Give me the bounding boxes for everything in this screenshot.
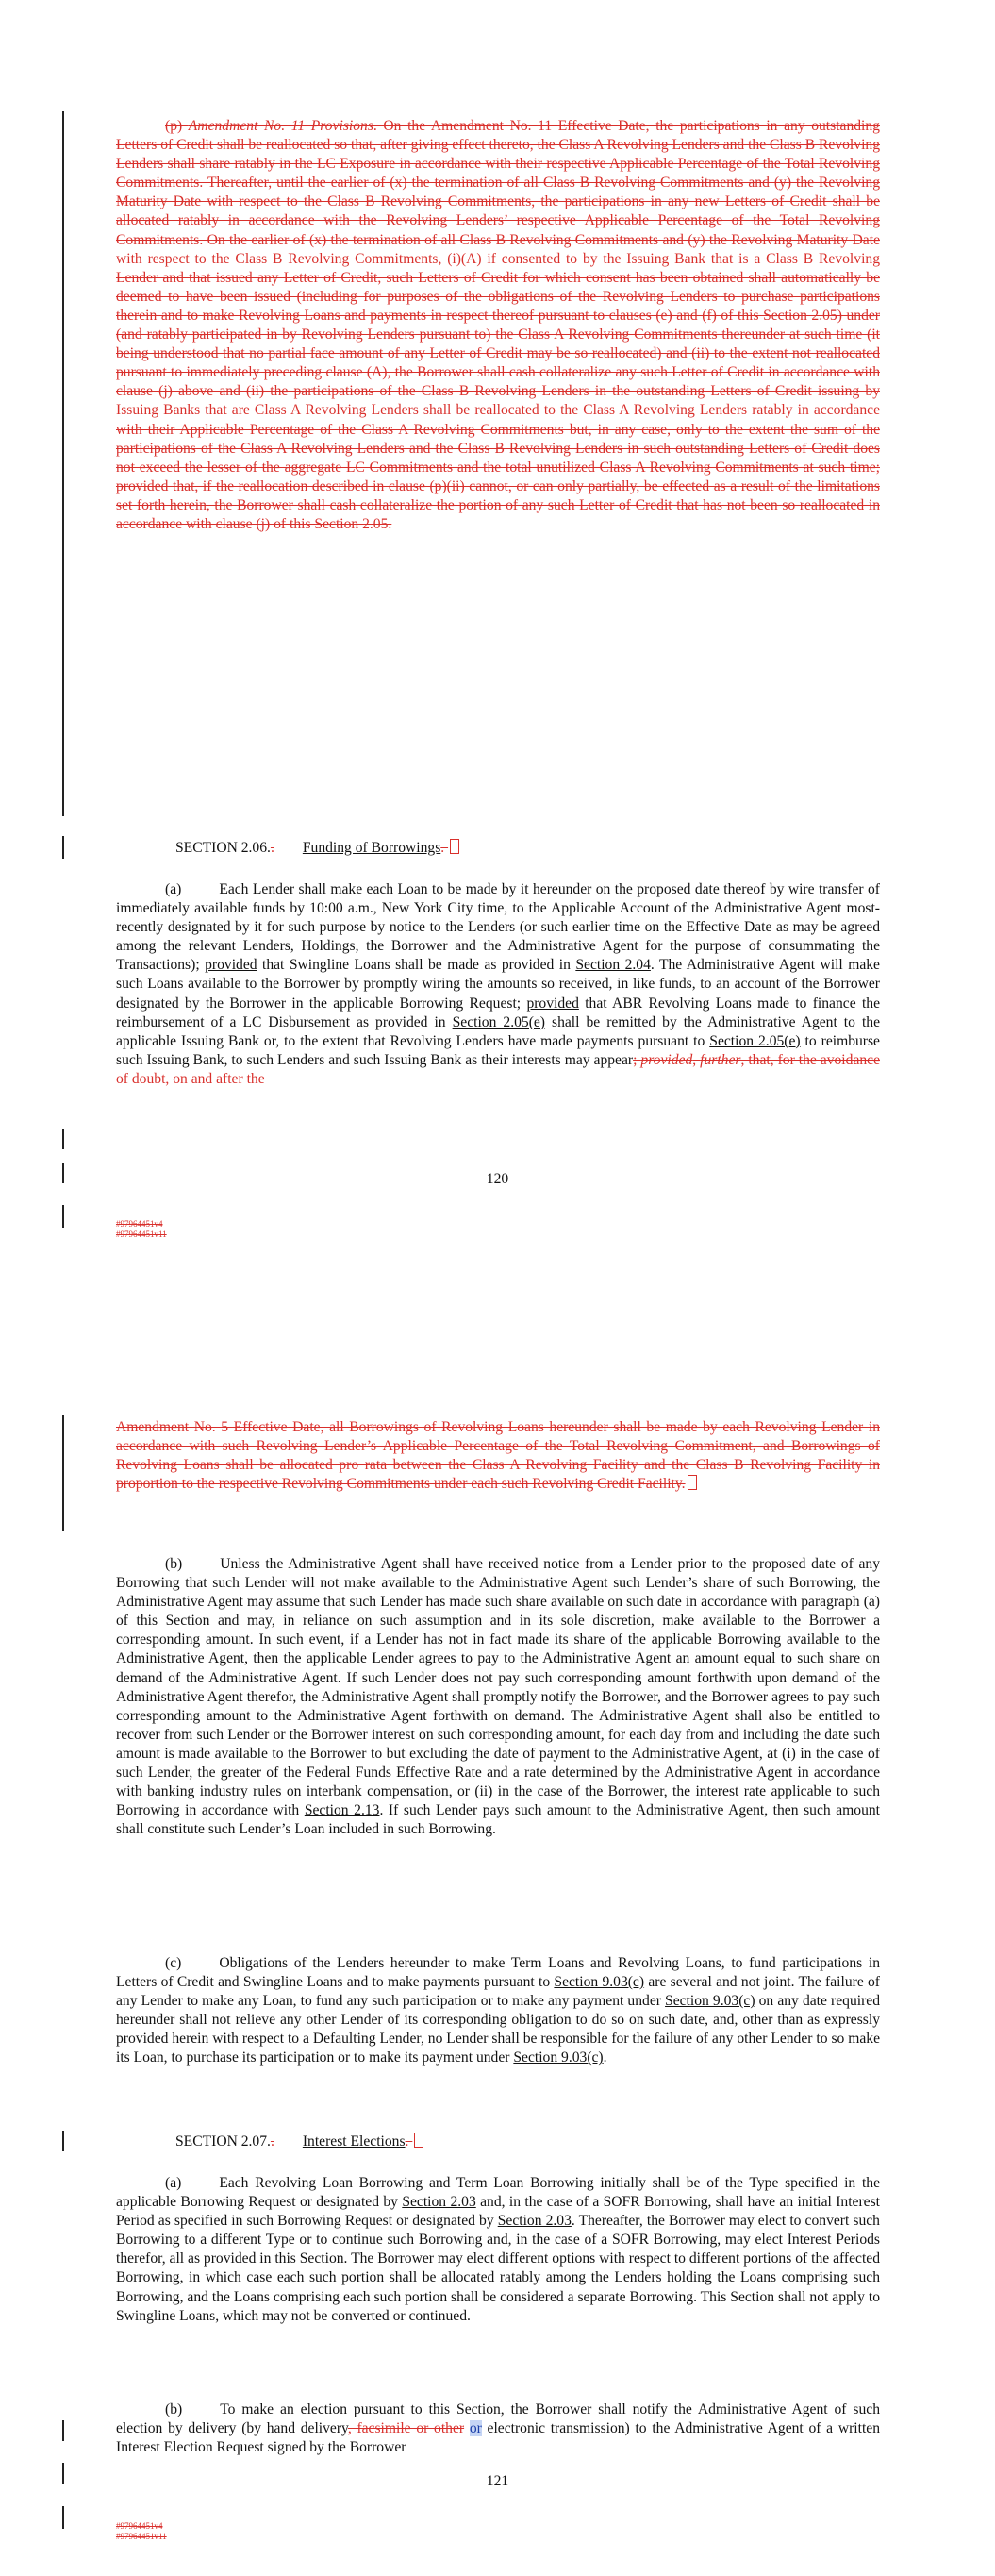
text: electronic transmission) to the Administrative Agent of a written Interest Election Request signed by the Borrower	[116, 2420, 880, 2456]
deleted-text: .	[440, 840, 449, 856]
text: shall be remitted by the Administrative Agent to the applicable Issuing Bank or, to the extent that Revolving Lenders have made payments pursuant to	[116, 1013, 880, 1049]
carryover-deleted-text	[116, 1418, 880, 1494]
deleted-text: .	[405, 2133, 413, 2149]
text: .	[603, 2049, 607, 2066]
section-number: SECTION 2.07.	[175, 2133, 271, 2149]
section-number: SECTION 2.06.	[175, 840, 271, 856]
paragraph-c	[116, 1954, 880, 2068]
section-reference[interactable]: Section 9.03(c)	[665, 1993, 755, 2010]
paragraph-label: (b)	[165, 2401, 183, 2417]
section-reference[interactable]: Section 2.13	[304, 1802, 380, 1819]
paragraph-a-interest	[116, 2174, 880, 2326]
text: on any date required hereunder shall not relieve any other Lender of its corresponding obligation to do so on such date, and, other than as expressly provided herein with respect to a Defaulting Lender, no Lender shall be responsible for the failure of any other Lender to so make its Loan, to purchase its participation or to make its payment under	[116, 1993, 880, 2066]
document-id: #97964451v11	[116, 2532, 167, 2541]
paragraph-body: . On the Amendment No. 11 Effective Date, the participations in any outstanding Letters of Credit shall be reallocated so that, after giving effect thereto, the Class A Revolving Lenders and the Class B Revolving Lenders shall share ratably in the LC Exposure in accordance with their respective Applicable Percentage of the Total Revolving Commitments. Thereafter, until the earlier of (x) the termination of all Class B Revolving Commitments and (y) the Revolving Maturity Date with respect to the Class B Revolving Commitments, the participations in any new Letters of Credit shall be allocated ratably in accordance with the Revolving Lenders’ respective Applicable Percentage of the Total Revolving Commitments. On the earlier of (x) the termination of all Class B Revolving Commitments and (y) the Revolving Maturity Date with respect to the Class B Revolving Commitments, (i)(A) if consented to by the Issuing Bank that is a Class B Revolving Lender and that issued any Letter of Credit, such Letters of Credit for which consent has been obtained shall automatically be deemed to have been issued (including for purposes of the obligations of the Revolving Lenders to purchase participations therein and to make Revolving Loans and payments in respect thereof pursuant to clauses (e) and (f) of this Section 2.05) under (and ratably participated in by Revolving Lenders pursuant to) the Class A Revolving Commitments thereunder at such time (it being understood that no partial face amount of any Letter of Credit may be so reallocated) and (ii) to the extent not reallocated pursuant to immediately preceding clause (A), the Borrower shall cash collateralize any such Letter of Credit in accordance with clause (j) above and (ii) the participations of the Class B Revolving Lenders in the outstanding Letters of Credit issuing by Issuing Banks that are Class A Revolving Lenders shall be reallocated to the Class A Revolving Lenders ratably in accordance with their Applicable Percentage of the Class A Revolving Commitments but, in any case, only to the extent the sum of the participations of the Class A Revolving Lenders and the Class B Revolving Lenders in such outstanding Letters of Credit does not exceed the lesser of the aggregate LC Commitments and the total unutilized Class A Revolving Commitments at such time; provided that, if the reallocation described in clause (p)(ii) cannot, or can only partially, be effected as a result of the limitations set forth herein, the Borrower shall cash collateralize the portion of any such Letter of Credit that has not been so reallocated in accordance with clause (j) of this Section 2.05.	[116, 118, 880, 532]
section-title: Funding of Borrowings	[302, 840, 441, 856]
deleted-text: .	[270, 840, 274, 856]
deleted-text: ,	[692, 1051, 701, 1068]
text: to reimburse such Issuing Bank, to such Lenders and such Issuing Bank as their interests may appear	[116, 1032, 880, 1068]
change-bar	[62, 1415, 64, 1531]
text: . If such Lender pays such amount to the Administrative Agent, then such amount shall constitute such Lender’s Loan included in such Borrowing.	[116, 1802, 881, 1838]
paragraph-b-interest	[116, 2400, 880, 2457]
change-bar	[62, 2131, 64, 2151]
page-number: 121	[486, 2473, 509, 2489]
deleted-text: Amendment No. 5 Effective Date, all Borrowings of Revolving Loans hereunder shall be made by each Revolving Lender in accordance with such Revolving Lender’s Applicable Percentage of the Total Revolving Commitment, and Borrowings of Revolving Loans shall be allocated pro rata between the Class A Revolving Facility and the Class B Revolving Facility in proportion to the respective Revolving Commitments under each such Revolving Credit Facility.	[116, 1419, 880, 1493]
section-reference[interactable]: Section 2.03	[497, 2213, 572, 2230]
deleted-text: , facsimile or other	[347, 2420, 465, 2437]
change-bar	[62, 2506, 64, 2529]
text: that Swingline Loans shall be made as provided in	[257, 957, 576, 974]
paragraph-label: (c)	[165, 1955, 182, 1971]
paragraph-b	[116, 1555, 880, 1839]
deleted-text: provided	[640, 1051, 693, 1068]
edit-marker	[414, 2133, 423, 2148]
document-id-footer	[116, 2521, 167, 2542]
text: Obligations of the Lenders hereunder to make Term Loans and Revolving Loans, to fund participations in Letters of Credit and Swingline Loans and to make payments pursuant to	[116, 1955, 880, 1991]
text: Unless the Administrative Agent shall have received notice from a Lender prior to the proposed date of any Borrowing that such Lender will not make available to the Administrative Agent such Lender’s share of such Borrowing, the Administrative Agent may assume that such Lender has made such share available on such date in accordance with paragraph (a) of this Section and may, in reliance on such assumption and in its sole discretion, make available to the Borrower a corresponding amount. In such event, if a Lender has not in fact made its share of the applicable Borrowing available to the Administrative Agent, then the applicable Lender agrees to pay to the Administrative Agent an amount equal to such share on demand of the Administrative Agent. If such Lender does not pay such corresponding amount forthwith upon demand of the Administrative Agent therefor, the Administrative Agent shall promptly notify the Borrower, and the Borrower agrees to pay such corresponding amount to the Administrative Agent forthwith on demand. The Administrative Agent shall also be entitled to recover from such Lender or the Borrower interest on such corresponding amount, for each day from and including the date such amount is made available to the Borrower to but excluding the date of payment to the Administrative Agent, at (i) in the case of such Lender, the greater of the Federal Funds Effective Rate and a rate determined by the Administrative Agent in accordance with banking industry rules on interbank compensation, or (ii) in the case of the Borrower, the interest rate applicable to such Borrowing in accordance with	[116, 1556, 880, 1819]
paragraph-title: Amendment No. 11 Provisions	[188, 118, 373, 134]
paragraph-label: (p)	[165, 118, 189, 134]
section-reference[interactable]: Section 2.05(e)	[452, 1013, 546, 1030]
paragraph-label: (a)	[165, 881, 182, 897]
document-id: #97964451v11	[116, 1229, 167, 1239]
section-reference[interactable]: Section 2.04	[575, 957, 651, 974]
text: . Thereafter, the Borrower may elect to convert such Borrowing to a different Type or to continue such Borrowing and, in the case of a SOFR Borrowing, may elect Interest Periods therefor, all as provided in this Section. The Borrower may elect different options with respect to different portions of the affected Borrowing, in which case each such portion shall be allocated ratably among the Lenders holding the Loans comprising such Borrowing, and the Loans comprising each such portion shall be considered a separate Borrowing. This Section shall not apply to Swingline Loans, which may not be converted or continued.	[116, 2213, 880, 2324]
text	[464, 2420, 470, 2436]
deleted-text: ;	[633, 1051, 641, 1068]
section-2-07-heading	[175, 2133, 423, 2150]
text: . The Administrative Agent will make such Loans available to the Borrower by promptly wiring the amounts so received, in like funds, to an account of the Borrower designated by the Borrower in the applicable Borrowing Request;	[116, 957, 880, 1012]
section-reference[interactable]: Section 2.03	[402, 2194, 476, 2211]
document-id: #97964451v4	[116, 2521, 163, 2531]
section-reference[interactable]: Section 2.05(e)	[709, 1032, 801, 1049]
text: that ABR Revolving Loans made to finance the reimbursement of a LC Disbursement as provided in	[116, 995, 881, 1030]
document-id: #97964451v4	[116, 1219, 163, 1229]
section-title: Interest Elections	[302, 2133, 406, 2149]
paragraph-label: (b)	[165, 1556, 183, 1572]
text: To make an election pursuant to this Section, the Borrower shall notify the Administrative Agent of such election by delivery (by hand delivery	[116, 2401, 880, 2437]
deleted-text: further	[700, 1051, 741, 1068]
section-reference[interactable]: Section 9.03(c)	[554, 1974, 645, 1991]
text: Each Lender shall make each Loan to be made by it hereunder on the proposed date thereof by wire transfer of immediately available funds by 10:00 a.m., New York City time, to the Applicable Account of the Administrative Agent most-recently designated by it for such purpose by notice to the Lenders (or such earlier time on the Effective Date as may be agreed among the relevant Lenders, Holdings, the Borrower and the Administrative Agent for the purpose of consummating the Transactions);	[116, 881, 880, 974]
deleted-text: , that, for the avoidance of doubt, on and after the	[116, 1051, 880, 1087]
text: and, in the case of a SOFR Borrowing, shall have an initial Interest Period as specified in such Borrowing Request or designated by	[116, 2194, 880, 2230]
page-number: 120	[486, 1171, 509, 1187]
deleted-text: .	[270, 2133, 274, 2149]
text: provided	[205, 957, 257, 974]
edit-marker	[688, 1475, 697, 1490]
text: are several and not joint. The failure of any Lender to make any Loan, to fund any such participation or to make any payment under	[116, 1974, 880, 2010]
inserted-text: or	[469, 2420, 482, 2437]
change-bar	[62, 2420, 64, 2441]
text: Each Revolving Loan Borrowing and Term Loan Borrowing initially shall be of the Type specified in the applicable Borrowing Request or designated by	[116, 2175, 880, 2211]
paragraph-label: (a)	[165, 2175, 182, 2191]
section-reference[interactable]: Section 9.03(c)	[513, 2049, 604, 2066]
text: provided	[526, 995, 579, 1012]
